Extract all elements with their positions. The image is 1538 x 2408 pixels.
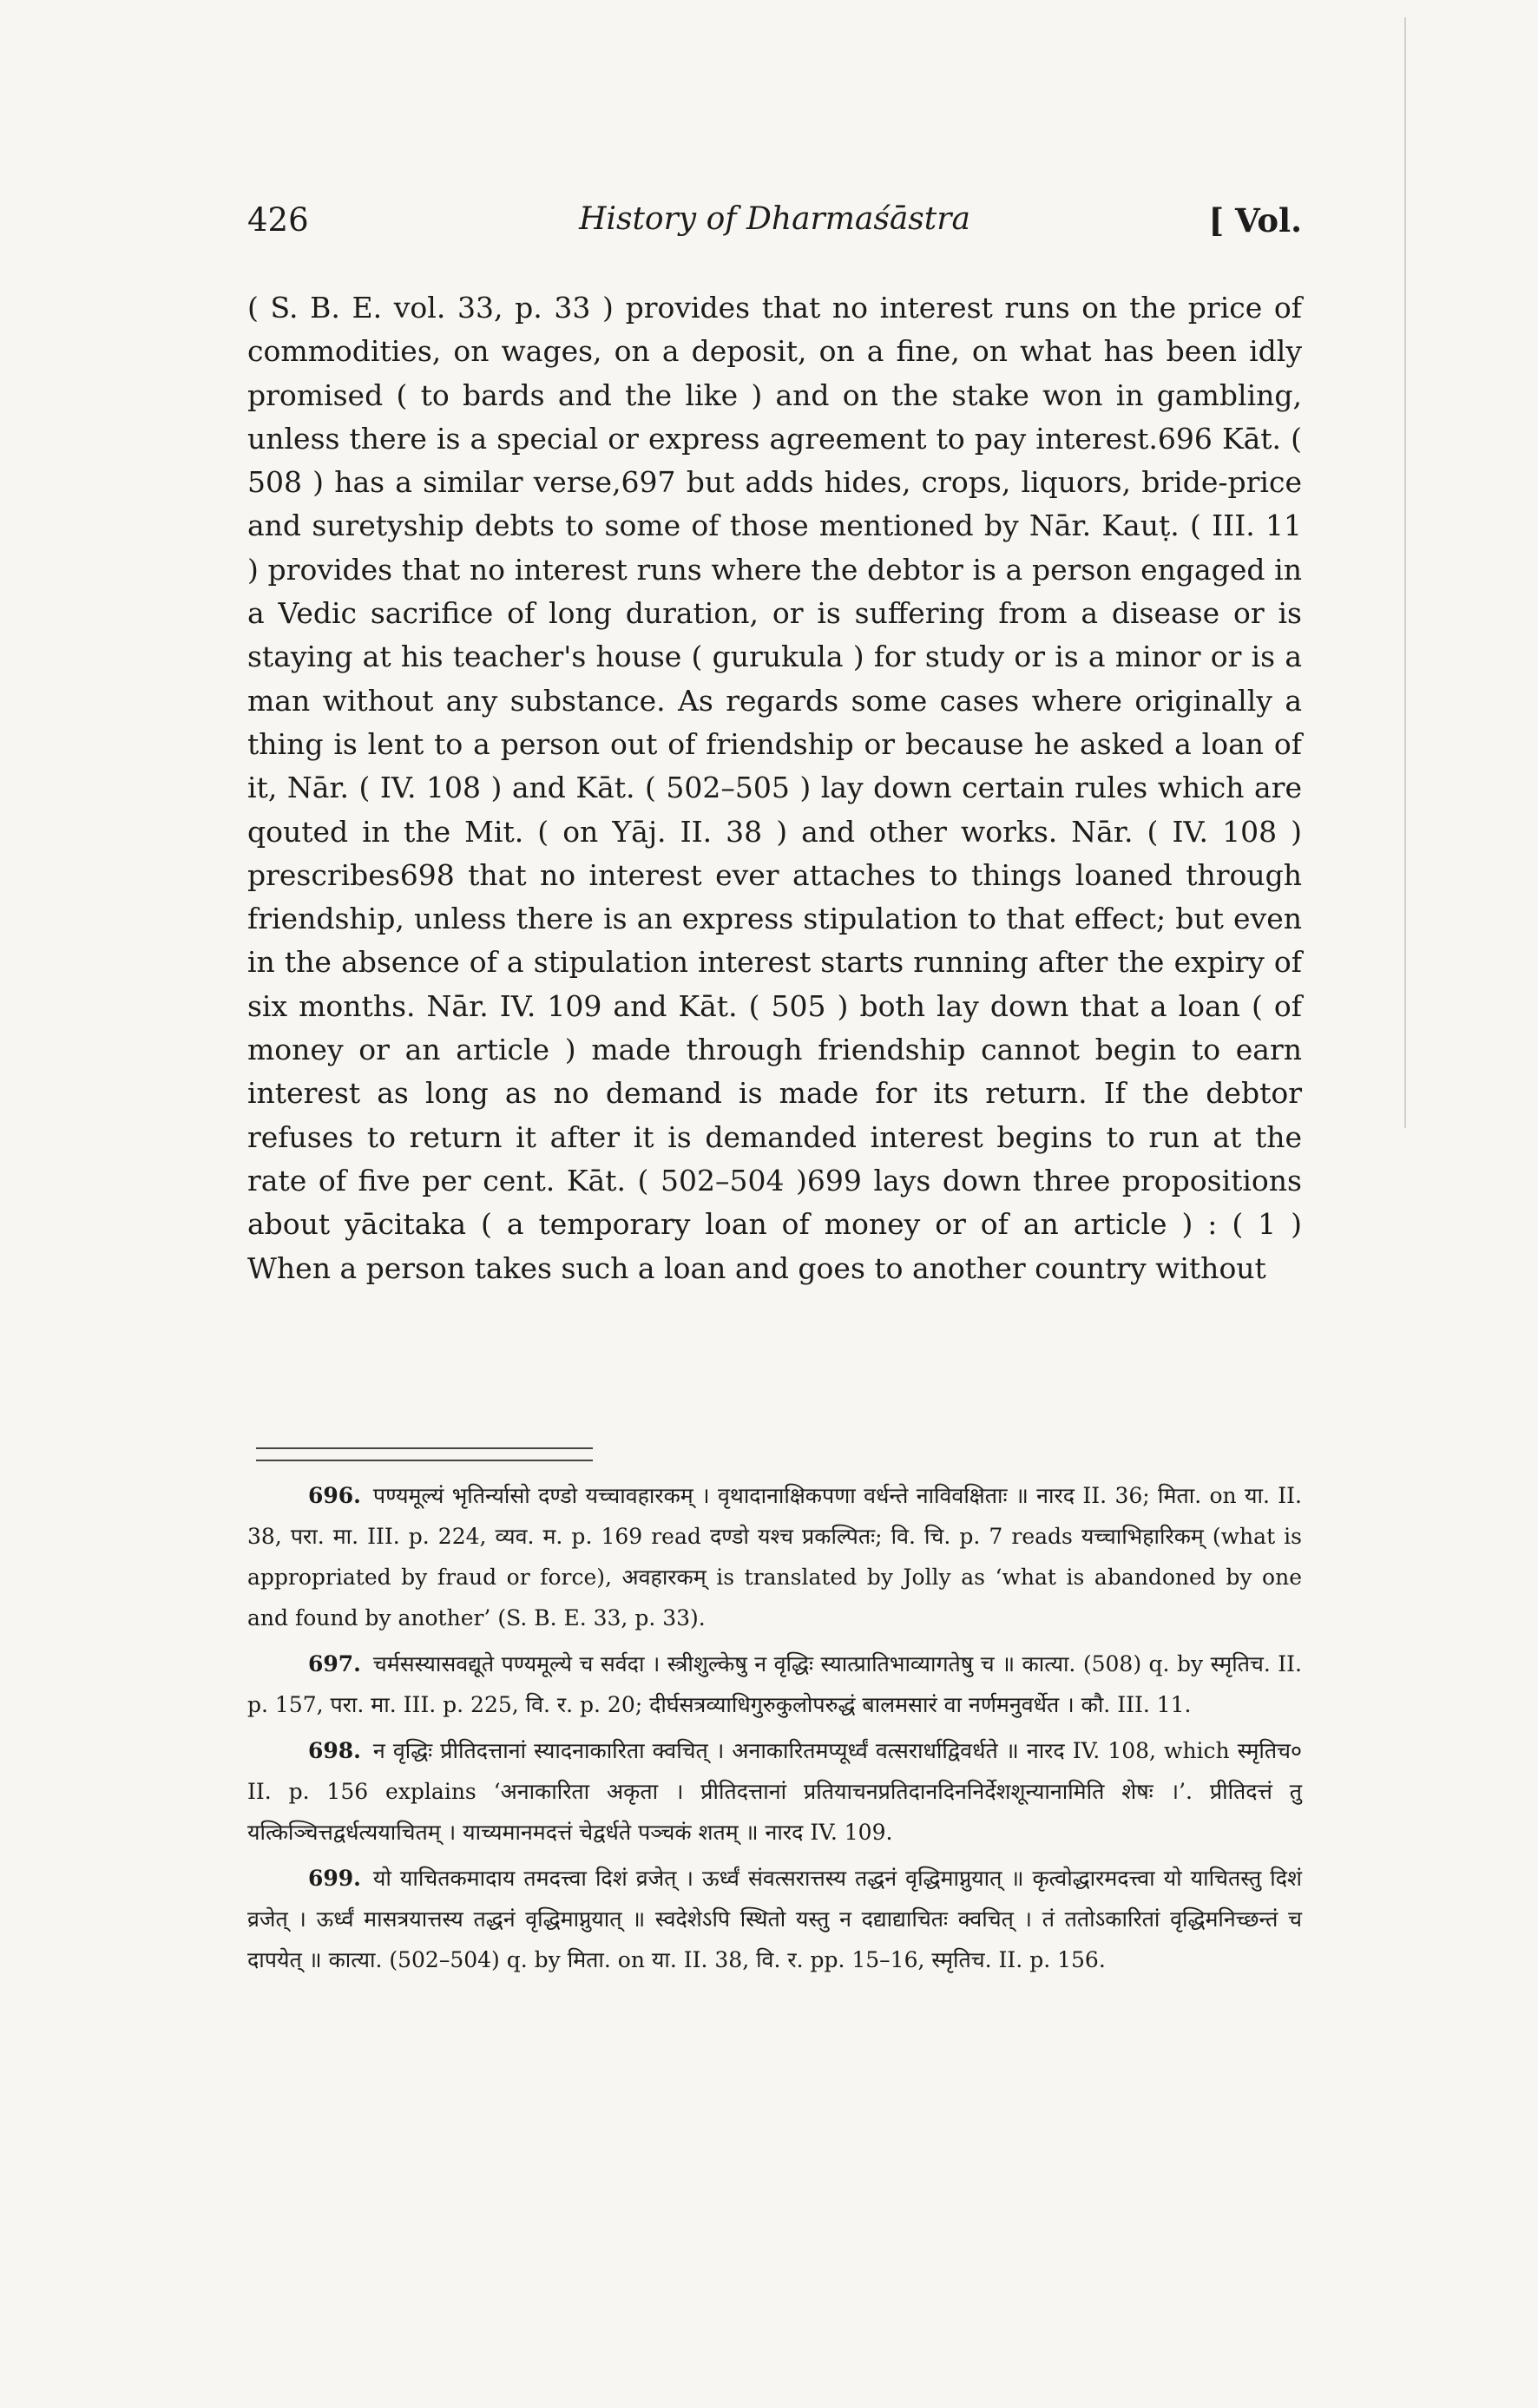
footnote-text: पण्यमूल्यं भृतिर्न्यासो दण्डो यच्चावहारकम् । वृथादानाक्षिकपणा वर्धन्ते नाविवक्षिताः ॥ नारद II. 36; मिता. on या. II. 38, परा. मा. III. p. 224, व्यव. म. p. 169 read दण्डो यश्च प्रकल्पितः; वि. चि. p. 7 reads यच्चाभिहारिकम् (what is appropriated by fraud or force), अवहारकम् is translated by Jolly as ‘what is abandoned by one and found by another’ (S. B. E. 33, p. 33). bbox=[247, 1483, 1302, 1630]
footnotes bbox=[247, 1475, 1302, 1985]
footnote-698 bbox=[247, 1730, 1302, 1853]
footnote-text: यो याचितकमादाय तमदत्त्वा दिशं व्रजेत् । ऊर्ध्वं संवत्सरात्तस्य तद्धनं वृद्धिमाप्नुयात् ॥ कृत्वोद्धारमदत्त्वा यो याचितस्तु दिशं व्रजेत् । ऊर्ध्वं मासत्रयात्तस्य तद्धनं वृद्धिमाप्नुयात् ॥ स्वदेशेऽपि स्थितो यस्तु न दद्याद्याचितः क्वचित् । तं ततोऽकारितां वृद्धिमनिच्छन्तं च दापयेत् ॥ कात्या. (502–504) q. by मिता. on या. II. 38, वि. र. pp. 15–16, स्मृतिच. II. p. 156. bbox=[247, 1866, 1302, 1972]
body-text bbox=[247, 286, 1302, 1290]
footnote-697 bbox=[247, 1644, 1302, 1725]
footnote-text: न वृद्धिः प्रीतिदत्तानां स्यादनाकारिता क्वचित् । अनाकारितमप्यूर्ध्वं वत्सरार्धाद्विवर्धते ॥ नारद IV. 108, which स्मृतिच० II. p. 156 explains ‘अनाकारिता अकृता । प्रीतिदत्तानां प्रतियाचनप्रतिदानदिननिर्देशशून्यानामिति शेषः ।’. प्रीतिदत्तं तु यत्किञ्चित्तद्वर्धत्ययाचितम् । याच्यमानमदत्तं चेद्वर्धते पञ्चकं शतम् ॥ नारद IV. 109. bbox=[247, 1738, 1302, 1845]
running-title: History of Dharmaśāstra bbox=[579, 201, 970, 237]
page-edge-line bbox=[1404, 17, 1406, 1128]
footnote-number: 699. bbox=[308, 1866, 361, 1891]
page-number: 426 bbox=[247, 201, 309, 239]
footnote-text: चर्मसस्यासवद्यूते पण्यमूल्ये च सर्वदा । स्त्रीशुल्केषु न वृद्धिः स्यात्प्रातिभाव्यागतेषु च ॥ कात्या. (508) q. by स्मृतिच. II. p. 157, परा. मा. III. p. 225, वि. र. p. 20; दीर्घसत्रव्याधिगुरुकुलोपरुद्धं बालमसारं वा नर्णमनुवर्धेत । कौ. III. 11. bbox=[247, 1651, 1302, 1717]
page-header bbox=[247, 201, 1302, 253]
footnote-696 bbox=[247, 1475, 1302, 1638]
footnote-number: 698. bbox=[308, 1738, 361, 1763]
footnote-699 bbox=[247, 1858, 1302, 1980]
footnote-number: 697. bbox=[308, 1651, 361, 1676]
body-paragraph: ( S. B. E. vol. 33, p. 33 ) provides that no interest runs on the price of commodities, on wages, on a deposit, on a fine, on what has been idly promised ( to bards and the like ) and on the stake won in gambling, unless there is a special or express agreement to pay interest.696 Kāt. ( 508 ) has a similar verse,697 but adds hides, crops, liquors, bride-price and suretyship debts to some of those mentioned by Nār. Kauṭ. ( III. 11 ) provides that no interest runs where the debtor is a person engaged in a Vedic sacrifice of long duration, or is suffering from a disease or is staying at his teacher's house ( gurukula ) for study or is a minor or is a man without any substance. As regards some cases where originally a thing is lent to a person out of friendship or because he asked a loan of it, Nār. ( IV. 108 ) and Kāt. ( 502–505 ) lay down certain rules which are qouted in the Mit. ( on Yāj. II. 38 ) and other works. Nār. ( IV. 108 ) prescribes698 that no interest ever attaches to things loaned through friendship, unless there is an express stipulation to that effect; but even in the absence of a stipulation interest starts running after the expiry of six months. Nār. IV. 109 and Kāt. ( 505 ) both lay down that a loan ( of money or an article ) made through friendship cannot begin to earn interest as long as no demand is made for its return. If the debtor refuses to return it after it is demanded interest begins to run at the rate of five per cent. Kāt. ( 502–504 )699 lays down three propositions about yācitaka ( a temporary loan of money or of an article ) : ( 1 ) When a person takes such a loan and goes to another country without bbox=[247, 291, 1302, 1285]
volume-label: [ Vol. bbox=[1208, 201, 1302, 239]
footnote-number: 696. bbox=[308, 1483, 361, 1508]
footnote-separator bbox=[256, 1447, 593, 1461]
